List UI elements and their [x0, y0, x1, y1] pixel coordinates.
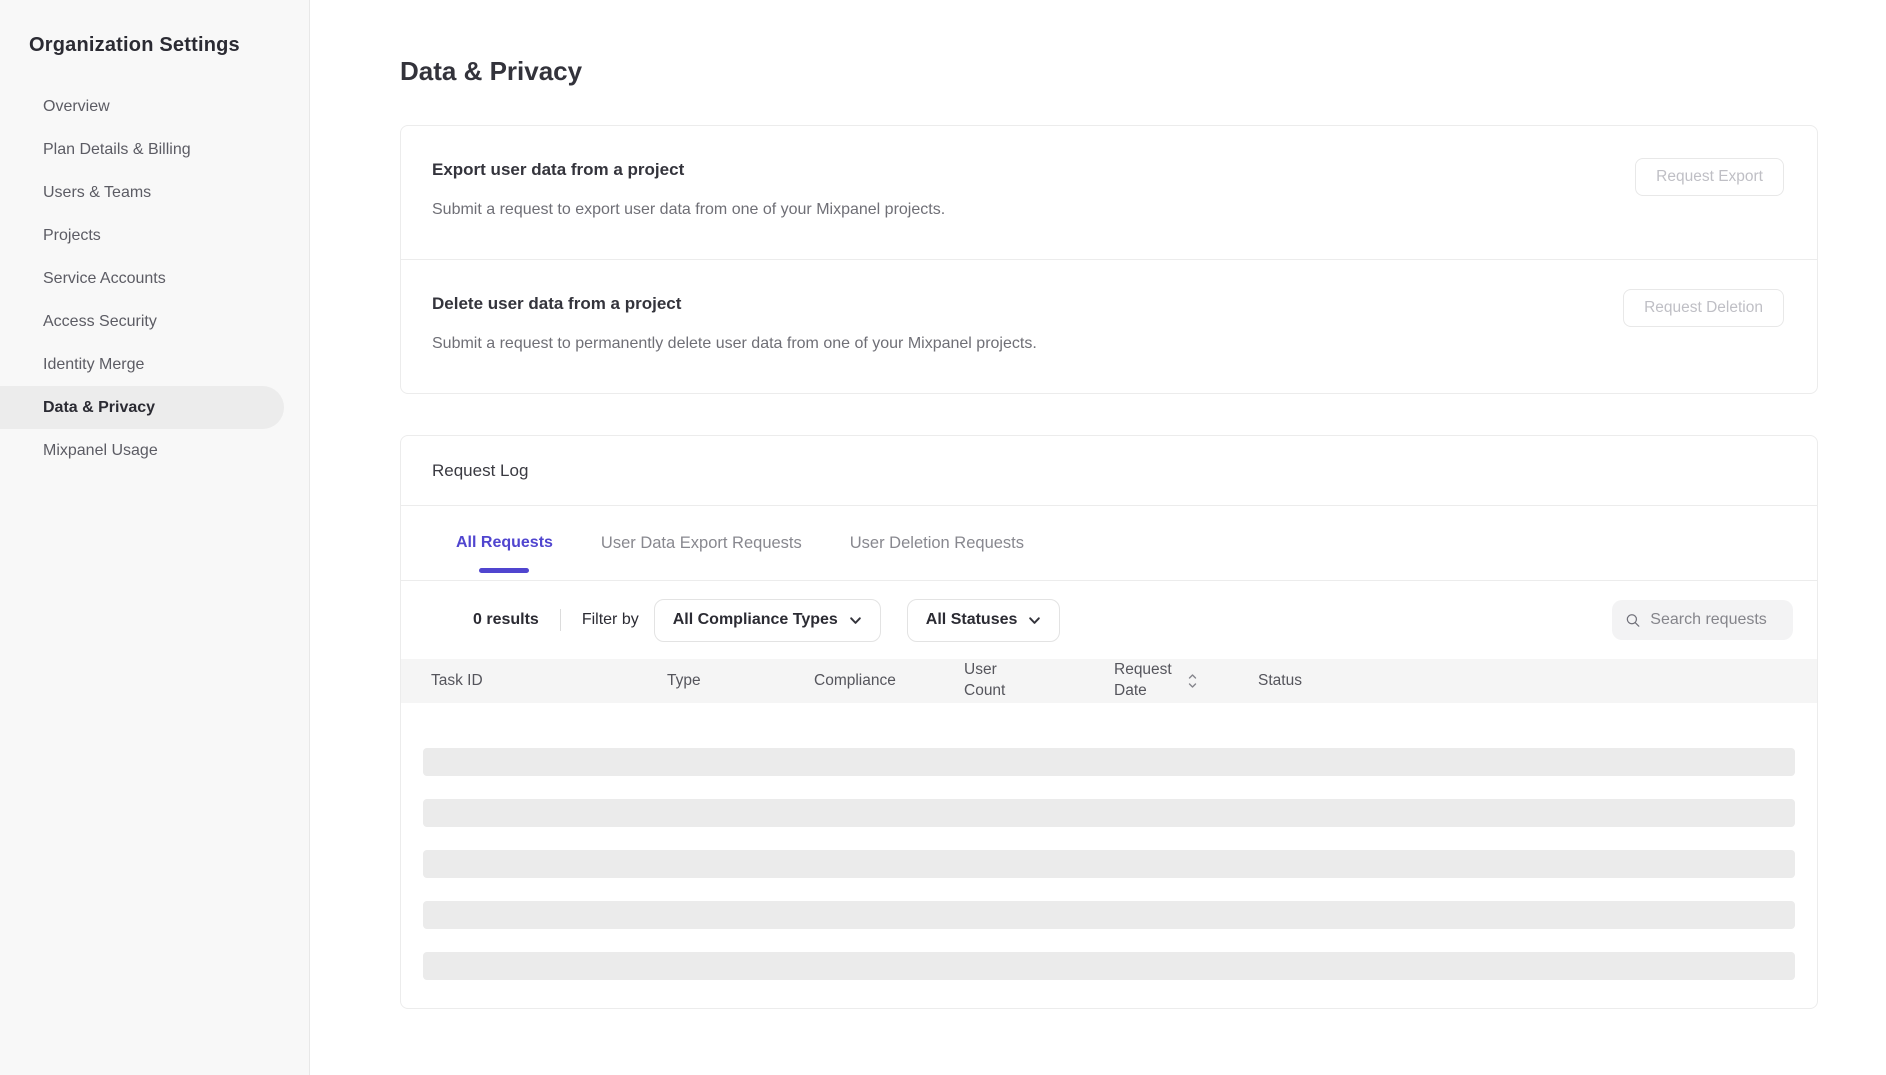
- chevron-down-icon: [849, 614, 862, 627]
- filter-by-label: Filter by: [581, 611, 639, 628]
- sidebar-item-mixpanel-usage[interactable]: Mixpanel Usage: [43, 441, 158, 459]
- tab-export-requests-label: User Data Export Requests: [600, 533, 802, 552]
- page-title: Data & Privacy: [400, 56, 583, 86]
- chevron-down-icon: [1028, 614, 1041, 627]
- column-header-type: Type: [667, 671, 701, 689]
- request-log-tabs: [401, 506, 1817, 581]
- sidebar-item-service-accounts[interactable]: Service Accounts: [43, 269, 166, 287]
- status-filter-dropdown[interactable]: [907, 599, 1061, 642]
- request-log-title: Request Log: [401, 436, 1817, 506]
- skeleton-row: [423, 850, 1795, 878]
- tab-user-data-export-requests[interactable]: [601, 506, 802, 580]
- sidebar-item-identity-merge[interactable]: Identity Merge: [43, 355, 145, 373]
- sidebar-item-plan-details-billing[interactable]: Plan Details & Billing: [43, 140, 191, 158]
- compliance-type-filter-dropdown[interactable]: [654, 599, 881, 642]
- column-header-request-date: Request Date: [1114, 660, 1258, 702]
- sidebar-nav: [0, 85, 309, 472]
- search-icon: [1626, 612, 1640, 629]
- column-header-status: Status: [1258, 671, 1302, 689]
- search-requests-box: [1612, 600, 1793, 640]
- active-tab-underline: [479, 568, 529, 573]
- table-body-loading: [401, 703, 1817, 1008]
- sidebar: [0, 0, 310, 1075]
- sidebar-title: Organization Settings: [29, 34, 240, 56]
- sidebar-item-users-teams[interactable]: Users & Teams: [43, 183, 152, 201]
- tab-deletion-requests-label: User Deletion Requests: [849, 533, 1025, 552]
- main-content: [310, 56, 1886, 1009]
- filter-row: [401, 581, 1817, 659]
- delete-section-description: Submit a request to permanently delete user data from one of your Mixpanel projects.: [432, 335, 1037, 352]
- column-header-task-id: Task ID: [431, 671, 483, 689]
- skeleton-row: [423, 799, 1795, 827]
- request-log-card: [400, 435, 1818, 1009]
- sidebar-item-overview[interactable]: Overview: [43, 97, 110, 115]
- skeleton-row: [423, 952, 1795, 980]
- request-deletion-button[interactable]: Request Deletion: [1623, 289, 1784, 327]
- results-count: 0 results: [473, 611, 539, 628]
- export-section-title: Export user data from a project: [432, 160, 685, 179]
- vertical-divider: [560, 609, 561, 631]
- table-header-row: [401, 659, 1817, 703]
- delete-section-title: Delete user data from a project: [432, 294, 682, 313]
- skeleton-row: [423, 901, 1795, 929]
- tab-user-deletion-requests[interactable]: [850, 506, 1024, 580]
- tab-all-requests-label: All Requests: [456, 534, 553, 551]
- request-export-button[interactable]: Request Export: [1635, 158, 1784, 196]
- export-user-data-section: [401, 126, 1817, 259]
- sidebar-item-data-privacy[interactable]: Data & Privacy: [0, 386, 284, 429]
- skeleton-row: [423, 748, 1795, 776]
- compliance-filter-label: All Compliance Types: [672, 611, 838, 628]
- tab-all-requests[interactable]: [456, 506, 553, 580]
- column-header-compliance: Compliance: [814, 671, 896, 689]
- data-actions-card: [400, 125, 1818, 394]
- sidebar-item-projects[interactable]: Projects: [43, 226, 101, 244]
- column-header-user-count: User Count: [964, 661, 1006, 699]
- sort-icon[interactable]: [1188, 673, 1197, 689]
- search-requests-input[interactable]: [1650, 611, 1779, 629]
- export-section-description: Submit a request to export user data from one of your Mixpanel projects.: [432, 201, 946, 218]
- status-filter-label: All Statuses: [925, 611, 1018, 628]
- delete-user-data-section: [401, 259, 1817, 393]
- sidebar-item-access-security[interactable]: Access Security: [43, 312, 157, 330]
